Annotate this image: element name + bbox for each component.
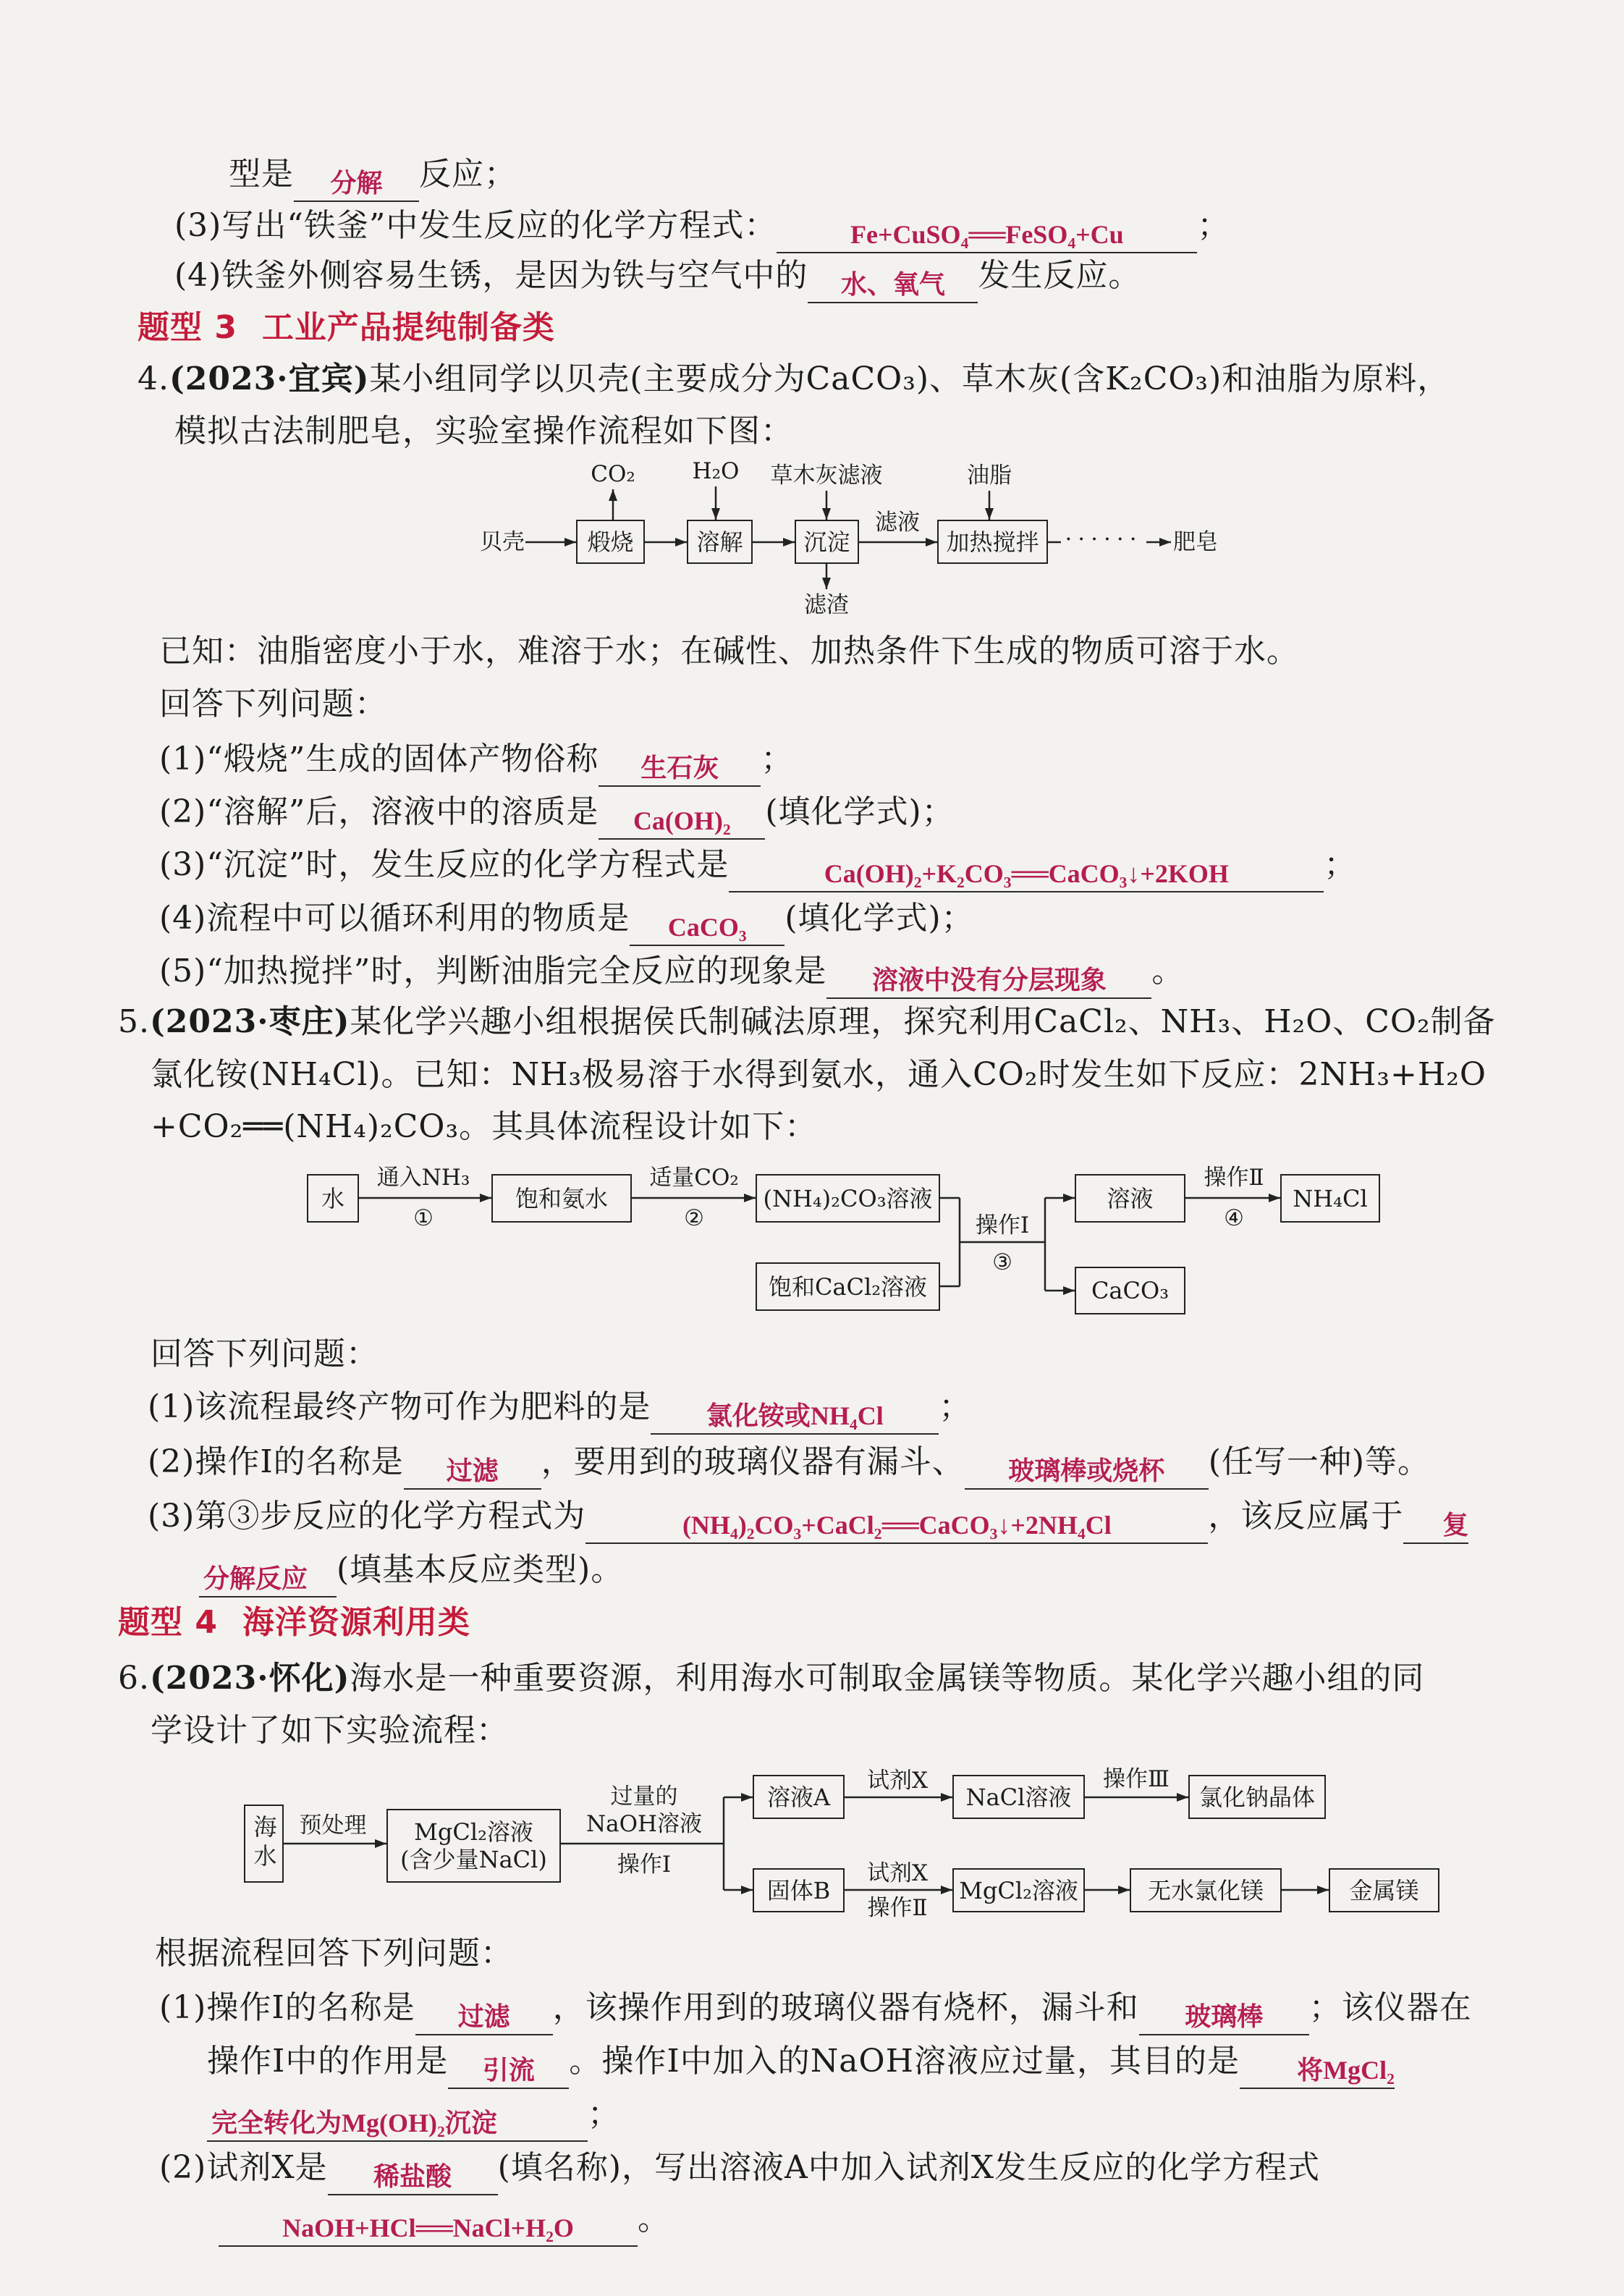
flow2-nh4cl-box: NH₄Cl <box>1280 1174 1380 1223</box>
q4-part-2 <box>159 790 955 840</box>
q5-part-1 <box>148 1385 971 1435</box>
answer-text: 过滤 <box>457 2002 510 2031</box>
flow3-pretreat-label: 预处理 <box>299 1812 367 1839</box>
q5-stem-line-2 <box>151 1053 1486 1097</box>
part-text: ，该反应属于 <box>1208 1498 1404 1535</box>
flow3-op2-label: 操作Ⅱ <box>867 1895 928 1921</box>
flow1-grease-label: 油脂 <box>967 463 1012 489</box>
section-title: 海洋资源利用类 <box>242 1604 470 1641</box>
q6-stem-line-2 <box>151 1709 509 1752</box>
answer-text: 溶液中没有分层现象 <box>871 966 1107 995</box>
answer-blank <box>448 2051 569 2089</box>
flow3-magnesium-box: 金属镁 <box>1329 1868 1439 1912</box>
answer-blank <box>328 2158 498 2195</box>
line-text: 型是 <box>229 156 294 193</box>
line-text: (3)写出“铁釜”中发生反应的化学方程式： <box>174 207 777 244</box>
answer-blank <box>585 1506 1208 1544</box>
flow1-co2-label: CO₂ <box>591 461 635 487</box>
flow3-nacl-crystal-box: 氯化钠晶体 <box>1188 1775 1326 1819</box>
answer-text: (NH₄)₂CO₃+CaCl₂══CaCO₃↓+2NH₄Cl <box>682 1511 1112 1540</box>
flow3-mgcl2-mix-box <box>386 1809 561 1883</box>
question-number: 5. <box>118 1003 150 1040</box>
question-text: 某化学兴趣小组根据侯氏制碱法原理，探究利用CaCl₂、NH₃、H₂O、CO₂制备 <box>350 1003 1496 1040</box>
answer-blank <box>965 1452 1209 1490</box>
part-text: 操作Ⅰ中的作用是 <box>207 2043 449 2080</box>
question-text: +CO₂══(NH₄)₂CO₃。其具体流程设计如下： <box>151 1108 818 1145</box>
question-text: 氯化铵(NH₄Cl)。已知：NH₃极易溶于水得到氨水，通入CO₂时发生如下反应：2NH₃+H₂O <box>151 1056 1486 1093</box>
q6-part-1-line-2 <box>207 2040 1395 2089</box>
flow1-input-label: 贝壳 <box>480 529 525 555</box>
q4-part-4 <box>159 897 974 946</box>
flow1-ellipsis: ······ <box>1065 526 1143 552</box>
answer-text: Ca(OH)₂ <box>633 806 731 835</box>
answer-blank <box>599 749 761 787</box>
flow3-nacl-solution-box: NaCl溶液 <box>952 1775 1085 1819</box>
line-text: ； <box>1197 207 1230 244</box>
flow2-step3-number: ③ <box>992 1249 1012 1275</box>
q4-part-5 <box>159 950 1184 999</box>
part-text: (填化学式)； <box>765 793 955 830</box>
q6-part-2 <box>159 2146 1320 2195</box>
q6-part-2-line-2 <box>219 2198 670 2247</box>
answer-text: NaOH+HCl══NaCl+H₂O <box>282 2213 574 2242</box>
answer-text: 分解反应 <box>203 1564 308 1593</box>
answer-blank <box>1403 1506 1468 1544</box>
flow1-calcine-box: 煅烧 <box>576 520 645 564</box>
section-number: 题型 3 <box>138 309 237 346</box>
flow3-anhydrous-mgcl2-box: 无水氯化镁 <box>1130 1868 1282 1912</box>
flow3-reagent-top-label: 试剂X <box>866 1768 929 1794</box>
answer-text: 稀盐酸 <box>373 2162 452 2191</box>
flow1-precipitate-box: 沉淀 <box>795 520 859 564</box>
part-text: 。操作Ⅰ中加入的NaOH溶液应过量，其目的是 <box>569 2043 1240 2080</box>
answer-text: CaCO₃ <box>667 913 747 942</box>
answer-blank <box>415 1998 553 2035</box>
flow2-op2-label: 操作Ⅱ <box>1204 1165 1264 1191</box>
flow2-step2-number: ② <box>684 1205 704 1231</box>
answer-blank <box>630 908 784 946</box>
part-text: (填基本反应类型)。 <box>337 1551 624 1588</box>
part-text: (3)第③步反应的化学方程式为 <box>148 1498 586 1535</box>
question-text: 某小组同学以贝壳(主要成分为CaCO₃)、草木灰(含K₂CO₃)和油脂为原料， <box>369 360 1450 397</box>
flow2-step4-number: ④ <box>1224 1205 1244 1231</box>
flow3-solid-b-box: 固体B <box>753 1868 845 1912</box>
flow1-output-label: 肥皂 <box>1173 529 1218 555</box>
prompt-text: 根据流程回答下列问题： <box>155 1935 513 1972</box>
part-text: (4)流程中可以循环利用的物质是 <box>159 900 630 937</box>
question-text: 海水是一种重要资源，利用海水可制取金属镁等物质。某化学兴趣小组的同 <box>350 1660 1425 1697</box>
part-text: (填化学式)； <box>784 900 974 937</box>
answer-blank <box>294 164 419 202</box>
flow3-naoh-label-2: NaOH溶液 <box>585 1811 703 1837</box>
flow1-heat-stir-box: 加热搅拌 <box>937 520 1048 564</box>
flow3-op3-label: 操作Ⅲ <box>1103 1766 1170 1792</box>
question-source: (2023·宜宾) <box>169 360 370 397</box>
q4-part-3 <box>159 843 1356 892</box>
answer-text: 复 <box>1442 1511 1469 1540</box>
answer-text: 过滤 <box>446 1456 499 1485</box>
part-text: (3)“沉淀”时，发生反应的化学方程式是 <box>159 846 729 883</box>
flow3-op1-label: 操作Ⅰ <box>617 1852 672 1878</box>
prev-line-2 <box>174 204 1230 253</box>
answer-blank <box>1240 2051 1395 2089</box>
flow3-solution-a-box: 溶液A <box>753 1775 845 1819</box>
flow1-filtrate-label: 滤液 <box>875 510 920 536</box>
answer-text: 引流 <box>482 2056 535 2085</box>
q5-stem-line-3 <box>151 1105 817 1149</box>
part-text: (5)“加热搅拌”时，判断油脂完全反应的现象是 <box>159 953 827 989</box>
flow2-ammonia-box: 饱和氨水 <box>491 1174 632 1223</box>
box-line: MgCl₂溶液 <box>414 1818 533 1846</box>
flow2-step2-label: 适量CO₂ <box>649 1165 739 1191</box>
answer-blank <box>207 2104 588 2142</box>
flow3-reagent-bottom-label: 试剂X <box>866 1860 929 1886</box>
question-number: 4. <box>138 360 169 397</box>
q5-part-2 <box>148 1440 1430 1490</box>
answer-text: 完全转化为Mg(OH)₂沉淀 <box>211 2109 497 2137</box>
line-text: (4)铁釜外侧容易生锈，是因为铁与空气中的 <box>174 257 808 294</box>
line-text: 反应； <box>419 156 517 193</box>
part-text: ； <box>1324 846 1357 883</box>
answer-blank <box>826 961 1151 999</box>
answer-blank <box>1139 1998 1309 2035</box>
question-text: 模拟古法制肥皂，实验室操作流程如下图： <box>174 413 793 450</box>
answer-blank <box>599 802 765 840</box>
section-heading-3 <box>138 306 555 350</box>
q5-part-3 <box>148 1495 1468 1544</box>
section-heading-4 <box>118 1601 470 1645</box>
answer-blank <box>777 216 1197 253</box>
part-text: (1)“煅烧”生成的固体产物俗称 <box>159 740 599 777</box>
flow2-op1-label: 操作Ⅰ <box>975 1212 1030 1238</box>
part-text: ； <box>939 1388 972 1425</box>
q6-part-1-line-3 <box>207 2093 620 2142</box>
flow3-mgcl2-solution-box: MgCl₂溶液 <box>952 1868 1085 1912</box>
answer-blank <box>404 1452 541 1490</box>
flow2-carbonate-box: (NH₄)₂CO₃溶液 <box>756 1174 940 1223</box>
answer-blank <box>808 266 978 303</box>
flow2-step1-label: 通入NH₃ <box>376 1165 470 1191</box>
q5-part-3-continued <box>199 1548 623 1598</box>
q6-stem-line-1 <box>118 1657 1424 1700</box>
part-text: (1)操作Ⅰ的名称是 <box>159 1989 415 2026</box>
question-source: (2023·怀化) <box>149 1660 350 1697</box>
prompt-text: 回答下列问题： <box>159 685 387 722</box>
part-text: ；该仪器在 <box>1308 1989 1472 2026</box>
flow1-ash-filtrate-label: 草木灰滤液 <box>770 463 883 489</box>
flow2-solution-box: 溶液 <box>1075 1174 1185 1223</box>
prev-line-3 <box>174 254 1141 303</box>
section-number: 题型 4 <box>118 1604 218 1641</box>
q5-stem-line-1 <box>118 1000 1496 1044</box>
part-text: (2)操作Ⅰ的名称是 <box>148 1443 404 1480</box>
answer-blank <box>729 855 1324 892</box>
answer-text: 分解 <box>330 169 383 198</box>
box-line: (含少量NaCl) <box>400 1846 547 1873</box>
answer-text: 玻璃棒或烧杯 <box>1008 1456 1165 1485</box>
part-text: ； <box>588 2095 620 2132</box>
prev-line-1 <box>229 153 517 202</box>
answer-text: 玻璃棒 <box>1185 2002 1264 2031</box>
answer-blank <box>219 2209 638 2247</box>
flow2-cacl2-box: 饱和CaCl₂溶液 <box>756 1262 940 1311</box>
answer-text: 将MgCl₂ <box>1297 2056 1395 2085</box>
answer-text: Fe+CuSO₄══FeSO₄+Cu <box>850 220 1124 249</box>
part-text: 。 <box>638 2200 670 2237</box>
question-text: 学设计了如下实验流程： <box>151 1712 509 1749</box>
answer-text: 氯化铵或NH₄Cl <box>706 1401 884 1430</box>
flow2-water-box: 水 <box>307 1174 359 1223</box>
answer-text: 生石灰 <box>640 754 719 782</box>
flow1-dissolve-box: 溶解 <box>687 520 753 564</box>
flow1-residue-label: 滤渣 <box>804 592 849 618</box>
answer-text: 水、氧气 <box>840 270 945 299</box>
flow3-seawater-box: 海水 <box>244 1805 284 1883</box>
part-text: ； <box>761 740 794 777</box>
flow3-naoh-label-1: 过量的 <box>610 1784 678 1810</box>
part-text: ，该操作用到的玻璃仪器有烧杯，漏斗和 <box>552 1989 1139 2026</box>
part-text: (2)“溶解”后，溶液中的溶质是 <box>159 793 599 830</box>
question-number: 6. <box>118 1660 150 1697</box>
part-text: ，要用到的玻璃仪器有漏斗、 <box>541 1443 965 1480</box>
part-text: (任写一种)等。 <box>1208 1443 1431 1480</box>
q6-prompt <box>155 1932 513 1975</box>
q4-prompt <box>159 683 387 726</box>
part-text: (填名称)，写出溶液A中加入试剂X发生反应的化学方程式 <box>497 2149 1321 2186</box>
question-source: (2023·枣庄) <box>149 1003 350 1040</box>
flow2-step1-number: ① <box>413 1205 434 1231</box>
q4-stem-line-1 <box>138 358 1450 401</box>
q4-known <box>159 630 1299 673</box>
part-text: 。 <box>1151 953 1185 989</box>
answer-blank <box>651 1397 939 1435</box>
known-text: 已知：油脂密度小于水，难溶于水；在碱性、加热条件下生成的物质可溶于水。 <box>159 633 1299 670</box>
q5-prompt <box>151 1333 378 1376</box>
flow1-h2o-label: H₂O <box>692 458 740 484</box>
answer-blank <box>199 1560 337 1598</box>
part-text: (1)该流程最终产物可作为肥料的是 <box>148 1388 651 1425</box>
q4-stem-line-2 <box>174 410 793 453</box>
line-text: 发生反应。 <box>978 257 1141 294</box>
q6-part-1 <box>159 1986 1472 2035</box>
section-title: 工业产品提纯制备类 <box>261 309 555 346</box>
answer-text: Ca(OH)₂+K₂CO₃══CaCO₃↓+2KOH <box>824 859 1229 888</box>
q4-part-1 <box>159 738 793 787</box>
prompt-text: 回答下列问题： <box>151 1335 378 1372</box>
flow2-caco3-box: CaCO₃ <box>1075 1267 1185 1314</box>
part-text: (2)试剂X是 <box>159 2149 328 2186</box>
